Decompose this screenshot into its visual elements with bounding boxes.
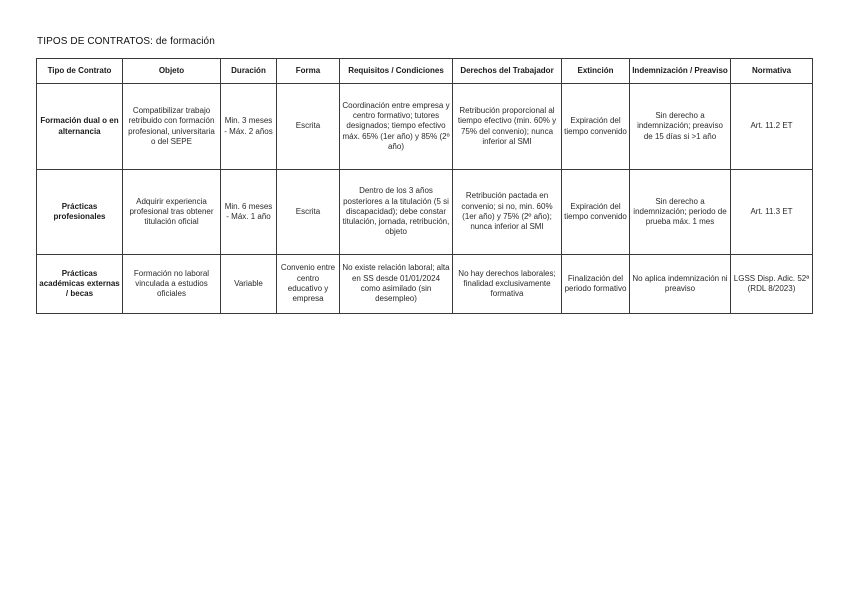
header-tipo: Tipo de Contrato <box>37 59 123 84</box>
cell-requisitos: Coordinación entre empresa y centro formativo; tutores designados; tiempo efectivo máx. 65% (1er año) y 85% (2º año) <box>340 84 453 170</box>
cell-normativa: Art. 11.2 ET <box>731 84 813 170</box>
contracts-table <box>36 58 813 314</box>
cell-objeto: Formación no laboral vinculada a estudios oficiales <box>123 255 221 314</box>
cell-forma: Convenio entre centro educativo y empresa <box>277 255 340 314</box>
page-title: TIPOS DE CONTRATOS: de formación <box>37 36 215 47</box>
header-extincion: Extinción <box>562 59 630 84</box>
cell-requisitos: No existe relación laboral; alta en SS desde 01/01/2024 como asimilado (sin desempleo) <box>340 255 453 314</box>
cell-tipo: Formación dual o en alternancia <box>37 84 123 170</box>
cell-duracion: Variable <box>221 255 277 314</box>
cell-duracion: Min. 3 meses - Máx. 2 años <box>221 84 277 170</box>
cell-derechos: Retribución proporcional al tiempo efectivo (min. 60% y 75% del convenio); nunca inferior al SMI <box>453 84 562 170</box>
cell-normativa: Art. 11.3 ET <box>731 170 813 255</box>
cell-requisitos: Dentro de los 3 años posteriores a la titulación (5 si discapacidad); debe constar titulación, jornada, retribución, objeto <box>340 170 453 255</box>
cell-objeto: Adquirir experiencia profesional tras obtener titulación oficial <box>123 170 221 255</box>
cell-extincion: Expiración del tiempo convenido <box>562 170 630 255</box>
header-objeto: Objeto <box>123 59 221 84</box>
header-duracion: Duración <box>221 59 277 84</box>
cell-tipo: Prácticas académicas externas / becas <box>37 255 123 314</box>
header-requisitos: Requisitos / Condiciones <box>340 59 453 84</box>
table-row <box>37 84 813 170</box>
cell-duracion: Min. 6 meses - Máx. 1 año <box>221 170 277 255</box>
cell-extincion: Expiración del tiempo convenido <box>562 84 630 170</box>
header-forma: Forma <box>277 59 340 84</box>
cell-forma: Escrita <box>277 84 340 170</box>
cell-tipo: Prácticas profesionales <box>37 170 123 255</box>
header-indemnizacion: Indemnización / Preaviso <box>630 59 731 84</box>
cell-objeto: Compatibilizar trabajo retribuido con formación profesional, universitaria o del SEPE <box>123 84 221 170</box>
cell-derechos: No hay derechos laborales; finalidad exclusivamente formativa <box>453 255 562 314</box>
cell-extincion: Finalización del periodo formativo <box>562 255 630 314</box>
header-normativa: Normativa <box>731 59 813 84</box>
cell-indemnizacion: Sin derecho a indemnización; preaviso de 15 días si >1 año <box>630 84 731 170</box>
table-row <box>37 170 813 255</box>
cell-indemnizacion: Sin derecho a indemnización; periodo de prueba máx. 1 mes <box>630 170 731 255</box>
header-derechos: Derechos del Trabajador <box>453 59 562 84</box>
table-row <box>37 255 813 314</box>
cell-forma: Escrita <box>277 170 340 255</box>
cell-normativa: LGSS Disp. Adic. 52ª (RDL 8/2023) <box>731 255 813 314</box>
cell-derechos: Retribución pactada en convenio; si no, min. 60% (1er año) y 75% (2º año); nunca inferior al SMI <box>453 170 562 255</box>
cell-indemnizacion: No aplica indemnización ni preaviso <box>630 255 731 314</box>
table-header-row <box>37 59 813 84</box>
